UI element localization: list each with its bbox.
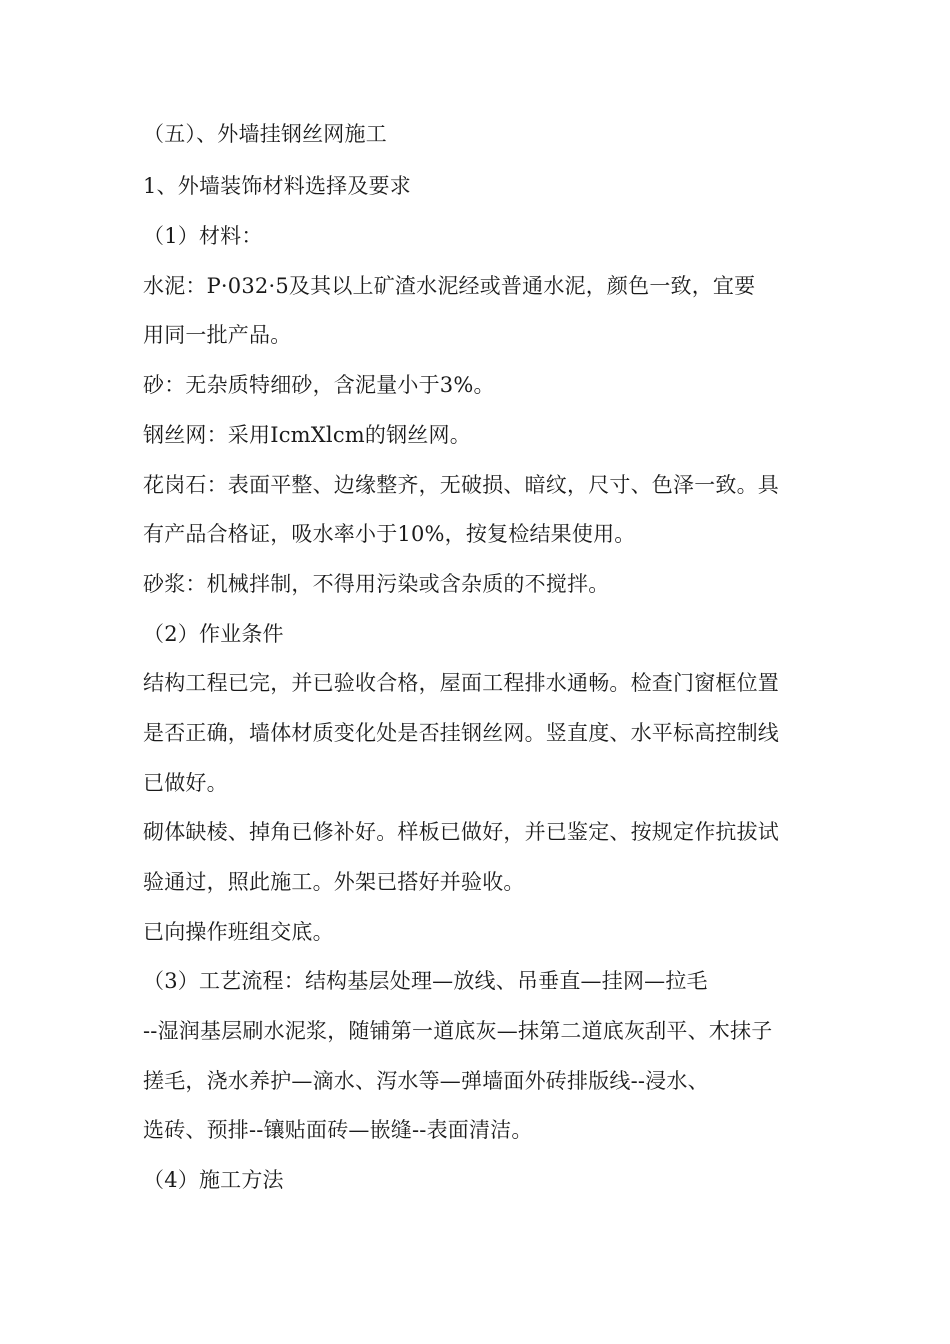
paragraph-line: 钢丝网：采用IcmXlcm的钢丝网。 bbox=[143, 423, 471, 447]
paragraph-line: 有产品合格证，吸水率小于10%，按复检结果使用。 bbox=[143, 522, 636, 546]
item-heading-process: （3）工艺流程：结构基层处理—放线、吊垂直—挂网—拉毛 bbox=[143, 969, 708, 993]
paragraph-line: 已做好。 bbox=[143, 771, 228, 795]
item-heading-method: （4）施工方法 bbox=[143, 1168, 284, 1192]
paragraph-line: 花岗石：表面平整、边缘整齐，无破损、暗纹，尺寸、色泽一致。具 bbox=[143, 473, 779, 497]
paragraph-line: 水泥：P·032·5及其以上矿渣水泥经或普通水泥，颜色一致，宜要 bbox=[143, 274, 756, 298]
paragraph-line: 验通过，照此施工。外架已搭好并验收。 bbox=[143, 870, 525, 894]
subsection-heading: 1、外墙装饰材料选择及要求 bbox=[143, 174, 411, 198]
paragraph-line: --湿润基层刷水泥浆，随铺第一道底灰—抹第二道底灰刮平、木抹子 bbox=[143, 1019, 773, 1043]
paragraph-line: 结构工程已完，并已验收合格，屋面工程排水通畅。检查门窗框位置 bbox=[143, 671, 779, 695]
paragraph-line: 已向操作班组交底。 bbox=[143, 920, 334, 944]
paragraph-line: 砌体缺棱、掉角已修补好。样板已做好，并已鉴定、按规定作抗拔试 bbox=[143, 820, 779, 844]
section-heading: （五）、外墙挂钢丝网施工 bbox=[143, 122, 387, 146]
item-heading-conditions: （2）作业条件 bbox=[143, 622, 284, 646]
paragraph-line: 用同一批产品。 bbox=[143, 323, 292, 347]
paragraph-line: 砂：无杂质特细砂，含泥量小于3%。 bbox=[143, 373, 495, 397]
item-heading-materials: （1）材料： bbox=[143, 224, 263, 248]
paragraph-line: 是否正确，墙体材质变化处是否挂钢丝网。竖直度、水平标高控制线 bbox=[143, 721, 779, 745]
paragraph-line: 搓毛，浇水养护—滴水、泻水等—弹墙面外砖排版线--浸水、 bbox=[143, 1069, 709, 1093]
paragraph-line: 选砖、预排--镶贴面砖—嵌缝--表面清洁。 bbox=[143, 1118, 533, 1142]
paragraph-line: 砂浆：机械拌制，不得用污染或含杂质的不搅拌。 bbox=[143, 572, 610, 596]
